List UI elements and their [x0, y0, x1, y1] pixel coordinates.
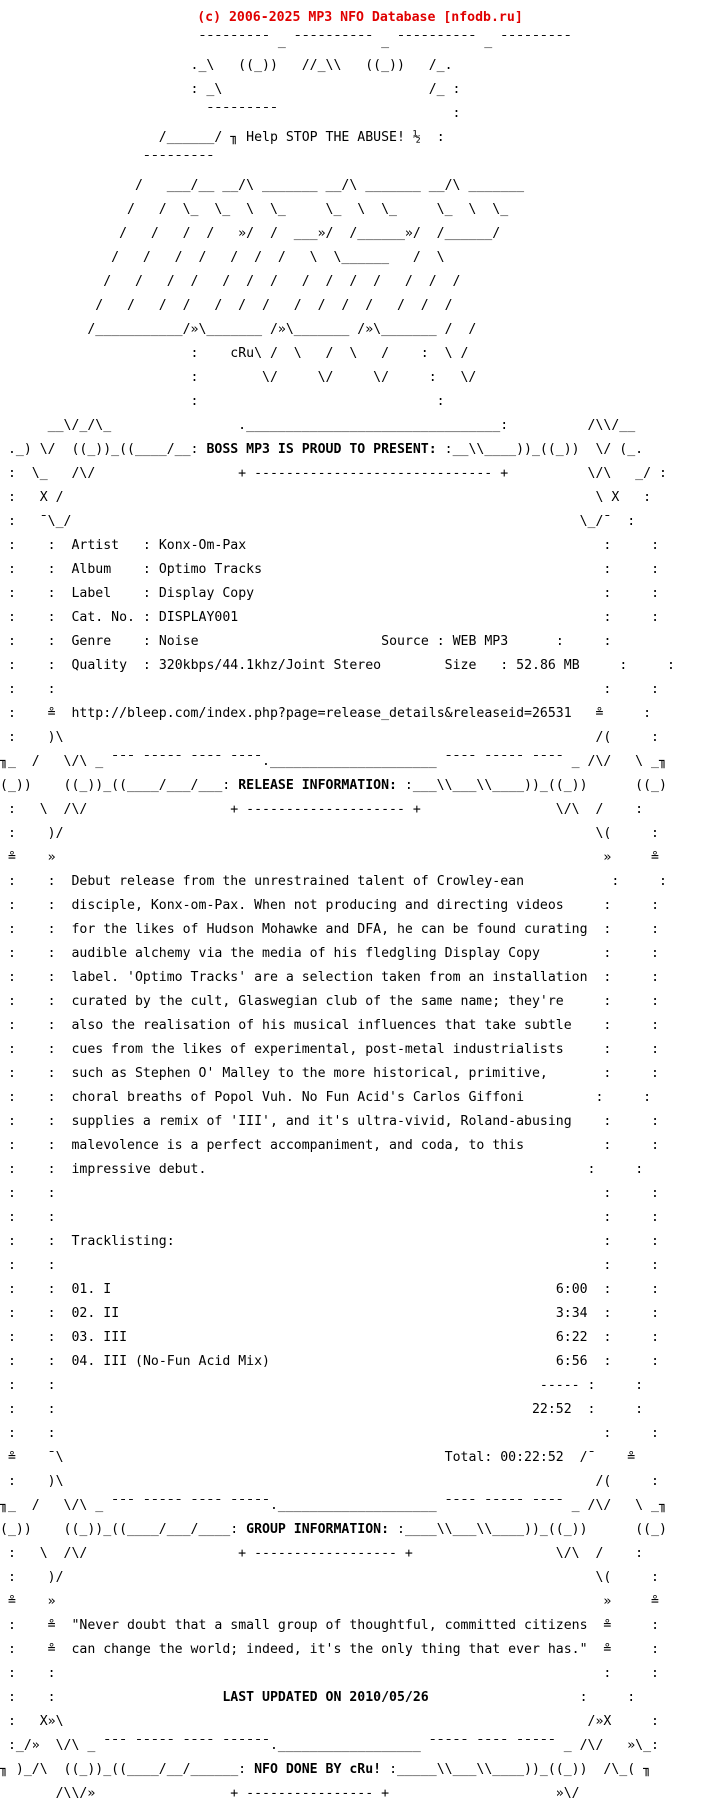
logo-art-top-1: ¯¯¯¯¯¯¯¯¯ _ ¯¯¯¯¯¯¯¯¯¯ _ ¯¯¯¯¯¯¯¯¯¯ _ ¯¯¯¯¯¯¯¯¯ [0, 34, 572, 49]
track-separator: : : ----- : : [0, 1378, 644, 1393]
info-blank: : : : : [0, 682, 659, 697]
desc-line-9: : : such as Stephen O' Malley to the more historical, primitive, : : [0, 1066, 659, 1081]
nfo-database-credit: (c) 2006-2025 MP3 NFO Database [nfodb.ru] [197, 10, 523, 25]
info-artist: : : Artist : Konx-Om-Pax : : [0, 538, 660, 553]
logo-art-4: / / / / »/ / ___»/ /______»/ /______/ [0, 226, 501, 241]
release-art-3: : )/ \( : [0, 826, 659, 841]
group-title: GROUP INFORMATION: [246, 1522, 390, 1537]
catno-value: DISPLAY001 [158, 610, 239, 625]
info-url-line: : ≗ http://bleep.com/index.php?page=release_details&releaseid=26531 ≗ : [0, 706, 652, 721]
present-frame-bottom: : \_ /\/ + ------------------------------ + \/\ _/ : [0, 466, 667, 481]
footer-frame-bottom: /\\/» + ---------------- + »\/ [0, 1786, 580, 1801]
album-value: Optimo Tracks [158, 562, 263, 577]
desc-line-11: : : supplies a remix of 'III', and it's ultra-vivid, Roland-abusing : : [0, 1114, 660, 1129]
info-quality-size: : : Quality : 320kbps/44.1khz/Joint Stereo Size : 52.86 MB : : [0, 658, 675, 673]
release-title: RELEASE INFORMATION: [238, 778, 397, 793]
desc-line-6: : : curated by the cult, Glaswegian club of the same name; they're : : [0, 994, 660, 1009]
logo-art-1: ¯¯¯¯¯¯¯¯¯ [0, 154, 215, 169]
desc-line-3: : : for the likes of Hudson Mohawke and DFA, he can be found curating : : [0, 922, 660, 937]
release-art-4: ≗ » » ≗ [0, 850, 659, 865]
logo-art-7: / / / / / / / / / / / / / / [0, 298, 453, 313]
release-header: (_)) ((_))_((____/___/___: RELEASE INFORMATION: :___\\___\\____))_((_)) ((_) [0, 778, 667, 793]
quality-value: 320kbps/44.1khz/Joint Stereo [158, 658, 382, 673]
info-art-top: : ¯\_/ \_/¯ : [0, 514, 636, 529]
quote-line-2: : ≗ can change the world; indeed, it's the only thing that ever has." ≗ : [0, 1642, 660, 1657]
footer-art-2: :_/» \/\ _ ¯¯¯ ¯¯¯¯¯ ¯¯¯¯ ¯¯¯¯¯¯.__________________ ¯¯¯¯¯ ¯¯¯¯ ¯¯¯¯¯ _ /\/ »\_: [0, 1738, 659, 1753]
group-art-4: ≗ » » ≗ [0, 1594, 659, 1609]
track-row-4: : : 04. III (No-Fun Acid Mix) 6:56 : : [0, 1354, 660, 1369]
info-catno: : : Cat. No. : DISPLAY001 : : [0, 610, 660, 625]
logo-art-top-3: : _\ /_ : [0, 82, 461, 97]
desc-line-2: : : disciple, Konx-om-Pax. When not producing and directing videos : : [0, 898, 660, 913]
group-art-2: ╖_ / \/\ _ ¯¯¯ ¯¯¯¯¯ ¯¯¯¯ ¯¯¯¯¯.____________________ ¯¯¯¯ ¯¯¯¯¯ ¯¯¯¯ _ /\/ \ _╖ [0, 1498, 667, 1513]
logo-art-6: / / / / / / / / / / / / / / [0, 274, 461, 289]
blank-1: : : : : [0, 1186, 659, 1201]
release-art-1: : )\ /( : [0, 730, 659, 745]
group-art-3: : )/ \( : [0, 1570, 659, 1585]
footer-title: NFO DONE BY cRu! [254, 1762, 382, 1777]
last-updated-line: : : LAST UPDATED ON 2010/05/26 : : [0, 1690, 636, 1705]
blank-4: : : : : [0, 1426, 659, 1441]
info-label: : : Label : Display Copy : : [0, 586, 660, 601]
desc-line-4: : : audible alchemy via the media of his fledgling Display Copy : : [0, 946, 659, 961]
blank-2: : : : : [0, 1210, 659, 1225]
group-header: (_)) ((_))_((____/___/____: GROUP INFORMATION: :____\\___\\____))_((_)) ((_) [0, 1522, 667, 1537]
logo-art-10: : \/ \/ \/ : \/ [0, 370, 477, 385]
present-art-x: : X / \ X : [0, 490, 652, 505]
artist-value: Konx-Om-Pax [158, 538, 247, 553]
abuse-banner-line: /______/ ╖ Help STOP THE ABUSE! ½ : [0, 130, 445, 145]
source-value: WEB MP3 [452, 634, 509, 649]
info-album: : : Album : Optimo Tracks : : [0, 562, 660, 577]
desc-line-1: : : Debut release from the unrestrained talent of Crowley-ean : : [0, 874, 667, 889]
last-updated: LAST UPDATED ON 2010/05/26 [222, 1690, 429, 1705]
desc-line-10: : : choral breaths of Popol Vuh. No Fun Acid's Carlos Giffoni : : [0, 1090, 652, 1105]
logo-art-5: / / / / / / / \ \______ / \ [0, 250, 445, 265]
group-frame-bottom: : \ /\/ + ------------------ + \/\ / : [0, 1546, 644, 1561]
desc-line-13: : : impressive debut. : : [0, 1162, 644, 1177]
footer-header: ╖ )_/\ ((_))_((____/__/______: NFO DONE BY cRu! :_____\\___\\____))_((_)) /\_( ╖ [0, 1762, 652, 1777]
track-total: ≗ ¯\ Total: 00:22:52 /¯ ≗ [0, 1450, 636, 1465]
tracklist-heading-line: : : Tracklisting: : : [0, 1234, 659, 1249]
desc-line-5: : : label. 'Optimo Tracks' are a selection taken from an installation : : [0, 970, 660, 985]
desc-line-12: : : malevolence is a perfect accompaniment, and coda, to this : : [0, 1138, 660, 1153]
logo-art-11: : : [0, 394, 445, 409]
present-title: BOSS MP3 IS PROUD TO PRESENT: [206, 442, 437, 457]
blank-3: : : : : [0, 1258, 659, 1273]
desc-line-7: : : also the realisation of his musical influences that take subtle : : [0, 1018, 660, 1033]
track-row-1: : : 01. I 6:00 : : [0, 1282, 660, 1297]
group-art-1: : )\ /( : [0, 1474, 659, 1489]
blank-5: : : : : [0, 1666, 659, 1681]
art-credit: cRu [230, 346, 255, 361]
present-frame-top: __\/_/\_ .________________________________: /\\/__ [0, 418, 636, 433]
logo-art-8: /___________/»\_______ /»\_______ /»\_______ / / [0, 322, 477, 337]
info-genre-source: : : Genre : Noise Source : WEB MP3 : : [0, 634, 612, 649]
release-art-2: ╖_ / \/\ _ ¯¯¯ ¯¯¯¯¯ ¯¯¯¯ ¯¯¯¯._____________________ ¯¯¯¯ ¯¯¯¯¯ ¯¯¯¯ _ /\/ \ _╖ [0, 754, 667, 769]
abuse-text: Help STOP THE ABUSE! [246, 130, 405, 145]
release-frame-bottom: : \ /\/ + -------------------- + \/\ / : [0, 802, 644, 817]
tracklist-heading: Tracklisting: [71, 1234, 175, 1249]
footer-art-1: : X»\ /»X : [0, 1714, 659, 1729]
genre-value: Noise [158, 634, 199, 649]
quote-line-1: : ≗ "Never doubt that a small group of thoughtful, committed citizens ≗ : [0, 1618, 660, 1633]
release-url[interactable]: http://bleep.com/index.php?page=release_details&releaseid=26531 [71, 706, 572, 721]
label-value: Display Copy [158, 586, 255, 601]
logo-art-top-2: ._\ ((_)) //_\\ ((_)) /_. [0, 58, 453, 73]
present-header: ._) \/ ((_))_((____/__: BOSS MP3 IS PROUD TO PRESENT: :__\\____))_((_)) \/ (_. [0, 442, 644, 457]
size-value: 52.86 MB [516, 658, 580, 673]
track-row-2: : : 02. II 3:34 : : [0, 1306, 660, 1321]
desc-line-8: : : cues from the likes of experimental, post-metal industrialists : : [0, 1042, 660, 1057]
track-subtotal: : : 22:52 : : [0, 1402, 644, 1417]
logo-art-top-4: ¯¯¯¯¯¯¯¯¯ : [0, 106, 461, 121]
logo-art-3: / / \_ \_ \ \_ \_ \ \_ \_ \ \_ [0, 202, 509, 217]
logo-art-2: / ___/__ __/\ _______ __/\ _______ __/\ _______ [0, 178, 525, 193]
logo-art-9: : cRu\ / \ / \ / : \ / [0, 346, 469, 361]
track-row-3: : : 03. III 6:22 : : [0, 1330, 660, 1345]
